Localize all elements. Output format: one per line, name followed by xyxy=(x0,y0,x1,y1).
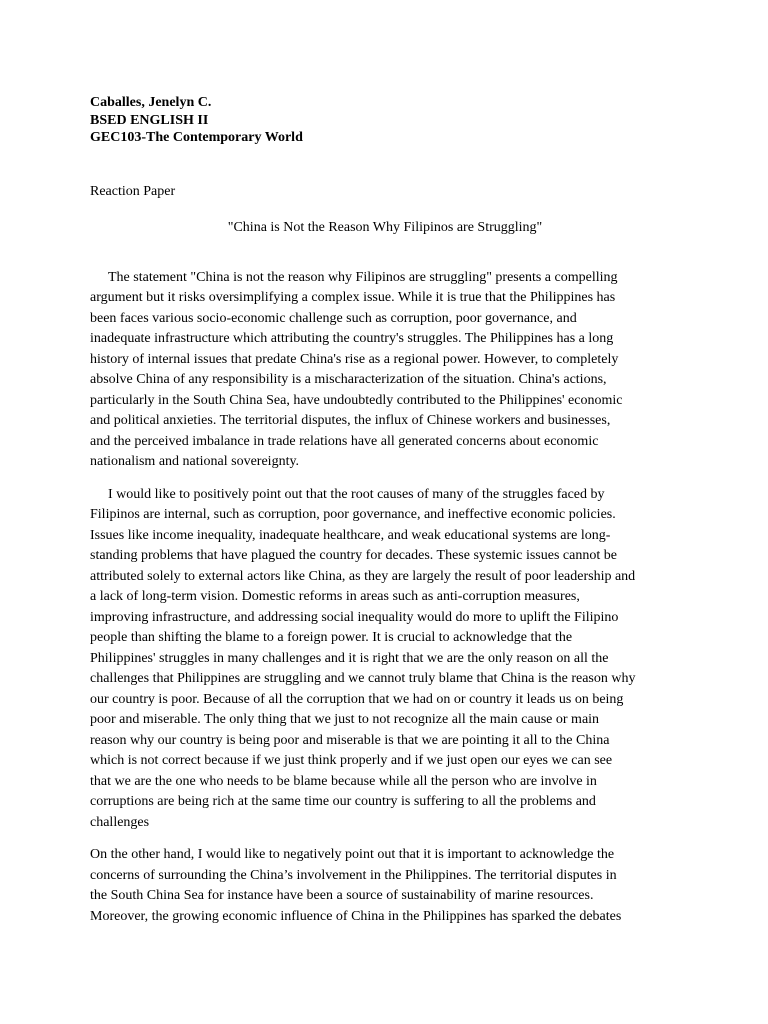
paragraph-line: Issues like income inequality, inadequate healthcare, and weak educational systems are long- xyxy=(90,527,611,543)
paragraph-line: particularly in the South China Sea, have undoubtedly contributed to the Philippines' economic xyxy=(90,392,623,408)
program-name: BSED ENGLISH II xyxy=(90,112,209,128)
paragraph-line: reason why our country is being poor and miserable is that we are pointing it all to the China xyxy=(90,732,610,748)
paragraph-line: our country is poor. Because of all the corruption that we had on or country it leads us on being xyxy=(90,691,624,707)
author-name: Caballes, Jenelyn C. xyxy=(90,95,212,110)
paragraph-line: absolve China of any responsibility is a mischaracterization of the situation. China's actions, xyxy=(90,372,607,387)
paragraph-line: a lack of long-term vision. Domestic reforms in areas such as anti-corruption measures, xyxy=(90,589,580,604)
paragraph-line: and political anxieties. The territorial disputes, the influx of Chinese workers and businesses, xyxy=(90,413,611,428)
course-name: GEC103-The Contemporary World xyxy=(90,130,303,145)
paragraph-2 xyxy=(90,485,680,834)
paragraph-line: Philippines' struggles in many challenges and it is right that we are the only reason on all the xyxy=(90,650,609,666)
paragraph-line: standing problems that have plagued the country for decades. These systemic issues cannot be xyxy=(90,548,617,563)
paragraph-line: attributed solely to external actors like China, as they are largely the result of poor leadership and xyxy=(90,568,636,584)
paragraph-line: people than shifting the blame to a foreign power. It is crucial to acknowledge that the xyxy=(90,630,573,645)
paragraph-line: Moreover, the growing economic influence of China in the Philippines has sparked the debates xyxy=(90,908,622,924)
paragraph-line: poor and miserable. The only thing that we just to not recognize all the main cause or main xyxy=(90,712,600,727)
paragraph-line: challenges that Philippines are struggling and we cannot truly blame that China is the reason why xyxy=(90,671,636,686)
paragraph-line: improving infrastructure, and addressing social inequality would do more to uplift the Filipino xyxy=(90,609,619,625)
paragraph-line: that we are the one who needs to be blame because while all the person who are involve in xyxy=(90,773,597,789)
header-block xyxy=(90,94,680,147)
paragraph-line: concerns of surrounding the China’s involvement in the Philippines. The territorial disputes in xyxy=(90,867,617,883)
paragraph-line: argument but it risks oversimplifying a complex issue. While it is true that the Philippines has xyxy=(90,290,616,305)
paragraph-line: On the other hand, I would like to negatively point out that it is important to acknowledge the xyxy=(90,847,615,862)
paragraph-line: and the perceived imbalance in trade relations have all generated concerns about economic xyxy=(90,433,599,449)
document-page xyxy=(90,94,680,927)
paragraph-line: corruptions are being rich at the same time our country is suffering to all the problems and xyxy=(90,794,596,809)
paragraph-line: history of internal issues that predate China's rise as a regional power. However, to completely xyxy=(90,351,619,367)
document-type: Reaction Paper xyxy=(90,183,176,199)
paragraph-line: Filipinos are internal, such as corruption, poor governance, and ineffective economic policies. xyxy=(90,507,616,522)
paragraph-line: nationalism and national sovereignty. xyxy=(90,454,300,469)
paragraph-line: challenges xyxy=(90,814,150,830)
paragraph-line: which is not correct because if we just think properly and if we just open our eyes we can see xyxy=(90,753,613,768)
paragraph-3 xyxy=(90,845,680,927)
document-title: "China is Not the Reason Why Filipinos are Struggling" xyxy=(227,219,543,235)
paragraph-line: inadequate infrastructure which attributing the country's struggles. The Philippines has a long xyxy=(90,331,614,346)
paragraph-line: The statement "China is not the reason why Filipinos are struggling" presents a compelling xyxy=(108,269,618,285)
paragraph-line: the South China Sea for instance have been a source of sustainability of marine resources. xyxy=(90,888,594,903)
paragraph-line: been faces various socio-economic challenge such as corruption, poor governance, and xyxy=(90,310,577,326)
paragraph-1 xyxy=(90,268,680,473)
paragraph-line: I would like to positively point out that the root causes of many of the struggles faced by xyxy=(108,486,605,502)
